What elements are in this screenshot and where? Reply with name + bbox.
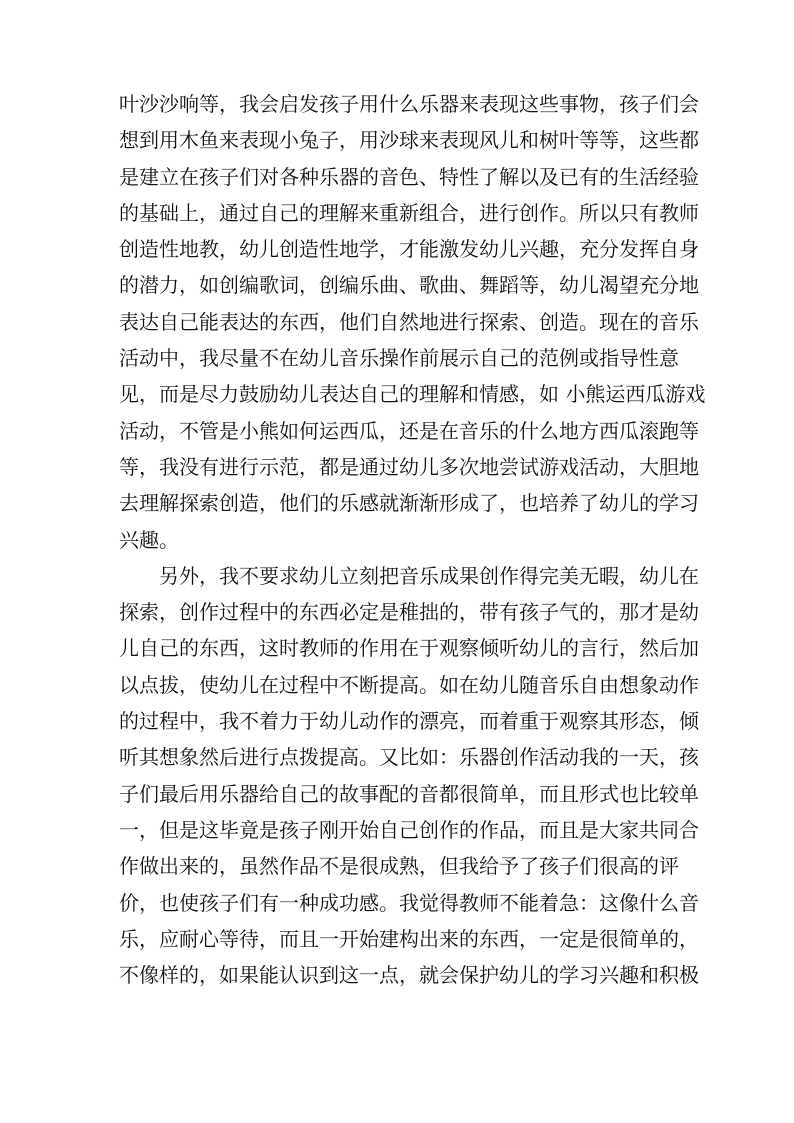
text-line: 作做出来的，虽然作品不是很成熟，但我给予了孩子们很高的评 — [119, 854, 679, 879]
text-line: 创造性地教，幼儿创造性地学，才能激发幼儿兴趣，充分发挥自身 — [119, 237, 699, 262]
text-line: 子们最后用乐器给自己的故事配的音都很简单，而且形式也比较单 — [119, 781, 699, 806]
text-line: 表达自己能表达的东西，他们自然地进行探索、创造。现在的音乐 — [119, 309, 699, 334]
paragraph-first-line: 另外，我不要求幼儿立刻把音乐成果创作得完美无暇，幼儿在 — [159, 563, 699, 588]
text-line: 听其想象然后进行点拨提高。又比如：乐器创作活动我的一天，孩 — [119, 745, 699, 770]
text-line: 探索，创作过程中的东西必定是稚拙的，带有孩子气的，那才是幼 — [119, 600, 699, 625]
text-line: 儿自己的东西，这时教师的作用在于观察倾听幼儿的言行，然后加 — [119, 636, 699, 661]
text-line: 活动，不管是小熊如何运西瓜，还是在音乐的什么地方西瓜滚跑等 — [119, 418, 699, 443]
text-line: 叶沙沙响等，我会启发孩子用什么乐器来表现这些事物，孩子们会 — [119, 92, 699, 116]
text-line: 活动中，我尽量不在幼儿音乐操作前展示自己的范例或指导性意 — [119, 346, 679, 371]
text-line: 去理解探索创造，他们的乐感就渐渐形成了，也培养了幼儿的学习 — [119, 491, 699, 516]
text-line: 一，但是这毕竟是孩子刚开始自己创作的作品，而且是大家共同合 — [119, 817, 699, 842]
text-line: 不像样的，如果能认识到这一点，就会保护幼儿的学习兴趣和积极 — [119, 963, 699, 988]
text-line: 的过程中，我不着力于幼儿动作的漂亮，而着重于观察其形态，倾 — [119, 709, 699, 734]
text-line: 等，我没有进行示范，都是通过幼儿多次地尝试游戏活动，大胆地 — [119, 454, 699, 479]
text-line: 以点拔，使幼儿在过程中不断提高。如在幼儿随音乐自由想象动作 — [119, 672, 699, 697]
text-line: 的基础上，通过自己的理解来重新组合，进行创作。所以只有教师 — [119, 200, 699, 225]
text-line: 乐，应耐心等待，而且一开始建构出来的东西，一定是很简单的， — [119, 926, 699, 951]
body-text — [119, 86, 706, 993]
text-line: 的潜力，如创编歌词，创编乐曲、歌曲、舞蹈等，幼儿渴望充分地 — [119, 273, 699, 298]
text-line: 见，而是尽力鼓励幼儿表达自己的理解和情感，如 小熊运西瓜游戏 — [119, 382, 706, 407]
text-line: 想到用木鱼来表现小兔子，用沙球来表现风儿和树叶等等，这些都 — [119, 128, 699, 153]
text-line: 是建立在孩子们对各种乐器的音色、特性了解以及已有的生活经验 — [119, 164, 699, 189]
text-line: 兴趣。 — [119, 527, 179, 552]
text-line: 价，也使孩子们有一种成功感。我觉得教师不能着急：这像什么音 — [119, 890, 699, 915]
